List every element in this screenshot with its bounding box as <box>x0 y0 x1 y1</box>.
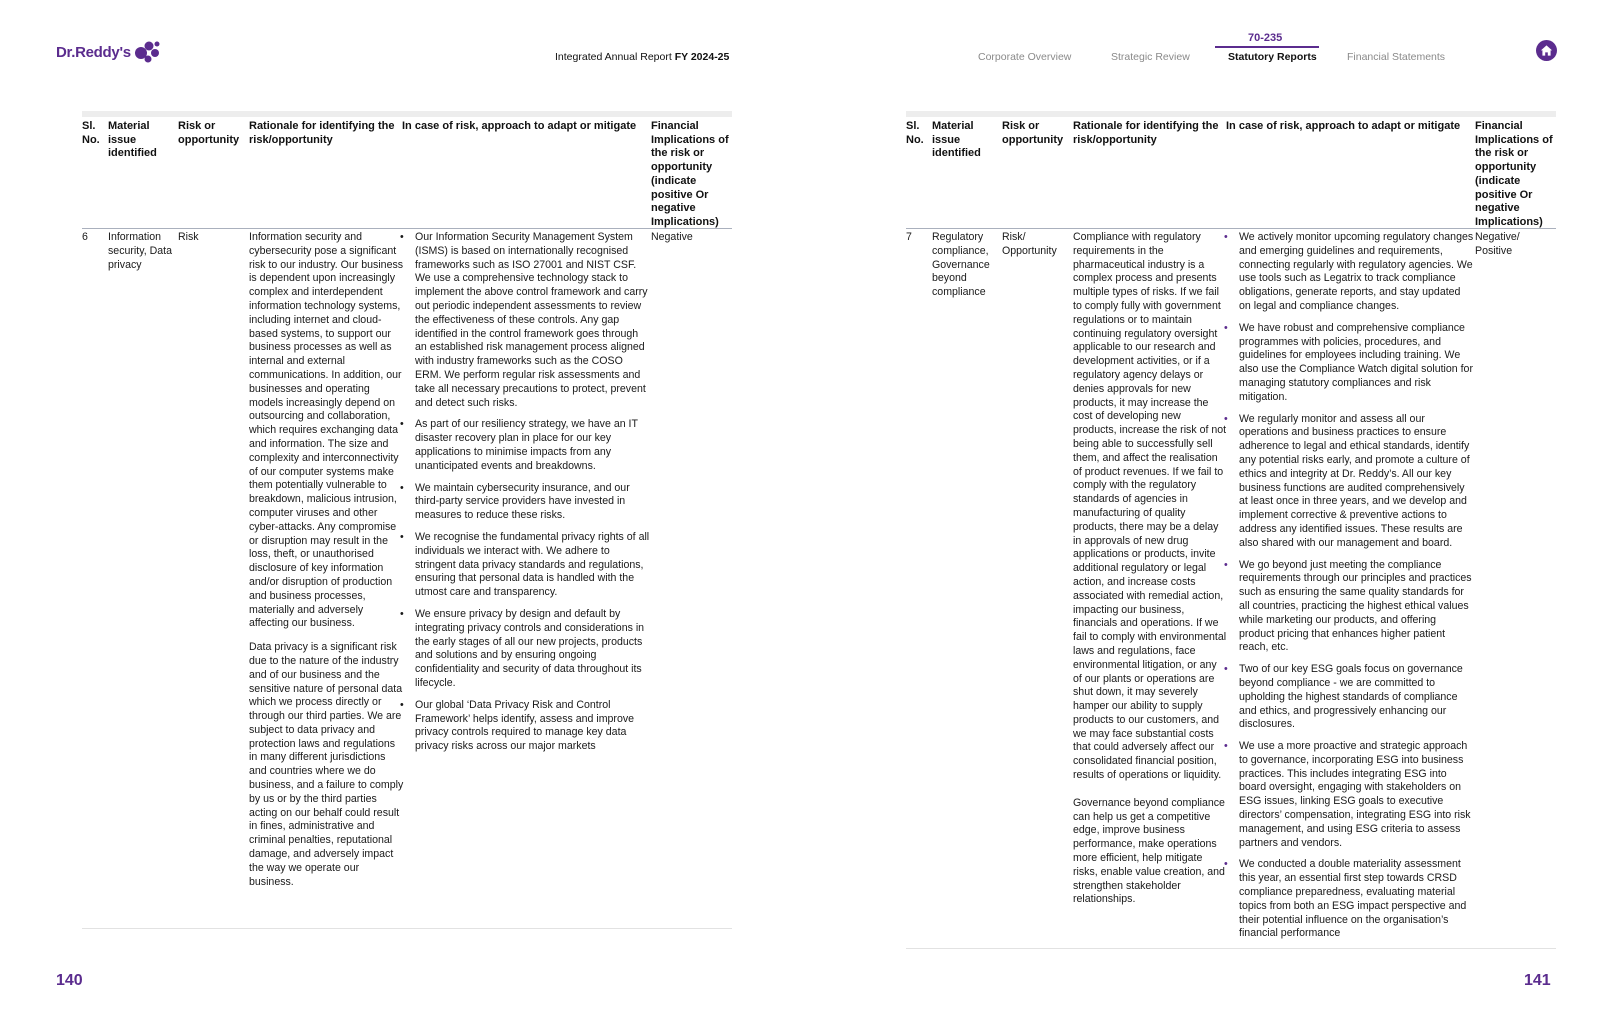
header-material-issue: Material issue identified <box>932 120 981 160</box>
row-rationale <box>249 231 404 899</box>
home-button[interactable] <box>1536 40 1557 61</box>
header-rationale: Rationale for identifying the risk/opportunity <box>249 120 395 146</box>
header-approach: In case of risk, approach to adapt or mitigate <box>1226 120 1461 132</box>
header-divider <box>82 228 732 229</box>
table-bottom-rule <box>82 928 732 929</box>
approach-bullet: • We use a more proactive and strategic approach to governance, incorporating ESG into business practices. This includes integrating ESG into board oversight, engaging with stakeholders on ESG issues, linking ESG goals to executive directors’ compensation, integrating ESG into risk management, and using ESG criteria to assess partners and vendors. <box>1224 740 1474 850</box>
approach-bullet: • We actively monitor upcoming regulatory changes and emerging guidelines and requirements, connecting regularly with regulatory agencies. We use tools such as Legatrix to track compliance obligations, generate reports, and stay updated on legal and compliance changes. <box>1224 231 1474 314</box>
brand-logo <box>56 40 161 64</box>
nav-statutory-reports[interactable]: Statutory Reports <box>1228 51 1317 63</box>
approach-bullet: • We have robust and comprehensive compliance programmes with policies, procedures, and guidelines for employees including training. We also use the Compliance Watch digital solution for managing statutory compliances and risk mitigation. <box>1224 322 1474 405</box>
approach-bullet: • Our global ‘Data Privacy Risk and Control Framework’ helps identify, assess and improve privacy controls required to manage key data privacy risks across our major markets <box>400 699 650 754</box>
nav-financial-statements[interactable]: Financial Statements <box>1347 51 1446 63</box>
row-risk-type: Risk/ Opportunity <box>1002 231 1057 257</box>
table-top-bar <box>82 111 732 117</box>
nav-corporate-overview[interactable]: Corporate Overview <box>978 51 1072 63</box>
header-rationale: Rationale for identifying the risk/opportunity <box>1073 120 1219 146</box>
rationale-paragraph: Information security and cybersecurity pose a significant risk to our industry. Our business is dependent upon increasingly complex and interdependent information technology systems, including internet and cloud-based systems, to support our business processes as well as internal and external communications. In addition, our businesses and operating models increasingly depend on outsourcing and collaboration, which requires exchanging data and information. The size and complexity and interconnectivity of our computer systems make them potentially vulnerable to breakdown, malicious intrusion, computer viruses and other cyber-attacks. Any compromise or disruption may result in the loss, theft, or unauthorised disclosure of key information and/or disruption of production and business processes, materially and adversely affecting our business. <box>249 231 404 630</box>
row-number: 6 <box>82 231 88 243</box>
logo-mark-icon <box>133 40 161 64</box>
approach-bullet: • We conducted a double materiality assessment this year, an essential first step towards CRSD compliance preparedness, evaluating material topics from both an ESG impact perspective and their potential influence on the organisation’s financial performance <box>1224 858 1474 941</box>
approach-bullet: • Our Information Security Management System (ISMS) is based on internationally recognised frameworks such as ISO 27001 and NIST CSF. We use a comprehensive technology stack to implement the above control framework and carry out periodic independent assessments to review the effectiveness of these controls. Any gap identified in the control framework goes through an established risk management process aligned with industry frameworks such as the COSO ERM. We perform regular risk assessments and take all necessary precautions to protect, prevent and detect such risks. <box>400 231 650 410</box>
rationale-paragraph: Governance beyond compliance can help us get a competitive edge, improve business performance, make operations more efficient, help mitigate risks, enable value creation, and strengthen stakeholder relationships. <box>1073 796 1225 906</box>
approach-bullet: • As part of our resiliency strategy, we have an IT disaster recovery plan in place for our key applications to minimise impacts from any unanticipated events and breakdowns. <box>400 418 650 473</box>
row-approach <box>400 231 650 762</box>
row-material-issue: Regulatory compliance, Governance beyond compliance <box>932 231 990 299</box>
table-bottom-rule <box>906 948 1556 949</box>
approach-bullet: • We maintain cybersecurity insurance, and our third-party service providers have invested in measures to reduce these risks. <box>400 482 650 523</box>
row-financial-implication: Negative <box>651 231 693 243</box>
header-material-issue: Material issue identified <box>108 120 157 160</box>
header-sl-no: Sl. No. <box>906 120 924 146</box>
nav-active-indicator <box>1215 46 1319 48</box>
approach-bullet: • We regularly monitor and assess all our operations and business practices to ensure adherence to legal and ethical standards, identify any potential risks early, and promote a culture of ethics and integrity at Dr. Reddy’s. All our key business functions are audited comprehensively at least once in three years, and we develop and implement corrective & preventive actions to address any identified issues. These results are also shared with our management and board. <box>1224 413 1474 551</box>
row-financial-implication: Negative/ Positive <box>1475 231 1520 257</box>
page-number-right: 141 <box>1524 972 1551 989</box>
logo-text: Dr.Reddy's <box>56 43 131 61</box>
approach-bullet: • We recognise the fundamental privacy rights of all individuals we interact with. We adhere to stringent data privacy standards and regulations, ensuring that personal data is handled with the utmost care and transparency. <box>400 531 650 600</box>
header-approach: In case of risk, approach to adapt or mitigate <box>402 120 637 132</box>
header-sl-no: Sl. No. <box>82 120 100 146</box>
header-financial: Financial Implications of the risk or opportunity (indicate positive Or negative Implications) <box>1475 120 1553 228</box>
header-financial: Financial Implications of the risk or opportunity (indicate positive Or negative Implications) <box>651 120 729 228</box>
report-title: Integrated Annual Report FY 2024-25 <box>555 51 730 63</box>
nav-page-range: 70-235 <box>1248 32 1283 44</box>
header-divider <box>906 228 1556 229</box>
page-number-left: 140 <box>56 972 83 989</box>
row-material-issue: Information security, Data privacy <box>108 231 172 271</box>
row-rationale <box>1073 231 1227 917</box>
approach-bullet: • Two of our key ESG goals focus on governance beyond compliance - we are committed to upholding the highest standards of compliance and ethics, and progressively enhancing our disclosures. <box>1224 663 1474 732</box>
row-number: 7 <box>906 231 912 243</box>
row-approach <box>1224 231 1474 949</box>
header-risk-opportunity: Risk or opportunity <box>1002 120 1064 146</box>
nav-strategic-review[interactable]: Strategic Review <box>1111 51 1190 63</box>
report-year: FY 2024-25 <box>674 51 730 63</box>
approach-bullet: • We go beyond just meeting the compliance requirements through our principles and practices such as ensuring the same quality standards for all countries, practicing the highest ethical values while marketing our products, and offering product pricing that enhances higher patient reach, etc. <box>1224 559 1474 656</box>
approach-bullet: • We ensure privacy by design and default by integrating privacy controls and considerations in the early stages of all our new projects, products and solutions and by ensuring ongoing confidentiality and security of data throughout its lifecycle. <box>400 608 650 691</box>
header-risk-opportunity: Risk or opportunity <box>178 120 240 146</box>
rationale-paragraph: Compliance with regulatory requirements in the pharmaceutical industry is a complex process and presents multiple types of risks. If we fail to comply fully with government regulations or to maintain continuing regulatory oversight applicable to our research and development activities, or if a regulatory agency delays or denies approvals for new products, it may increase the cost of developing new products, increase the risk of not being able to successfully sell them, and affect the realisation of product revenues. If we fail to comply with the regulatory standards of agencies in manufacturing of quality products, there may be a delay in approvals of new drug applications or products, invite additional regulatory or legal action, and increase costs associated with remedial action, impacting our business, financials and operations. If we fail to comply with environmental laws and regulations, face environmental litigation, or any of our plants or operations are shut down, it may severely hamper our ability to supply products to our customers, and we may face substantial costs that could adversely affect our consolidated financial position, results of operations or liquidity. <box>1073 231 1227 782</box>
row-risk-type: Risk <box>178 231 199 243</box>
home-icon <box>1540 44 1553 57</box>
table-top-bar <box>906 111 1556 117</box>
rationale-paragraph: Data privacy is a significant risk due to the nature of the industry and of our business and the sensitive nature of personal data which we process directly or through our third parties. We are subject to data privacy and protection laws and regulations in many different jurisdictions and countries where we do business, and a failure to comply by us or by the third parties acting on our behalf could result in fines, administrative and criminal penalties, reputational damage, and adversely impact the way we operate our business. <box>249 641 404 888</box>
